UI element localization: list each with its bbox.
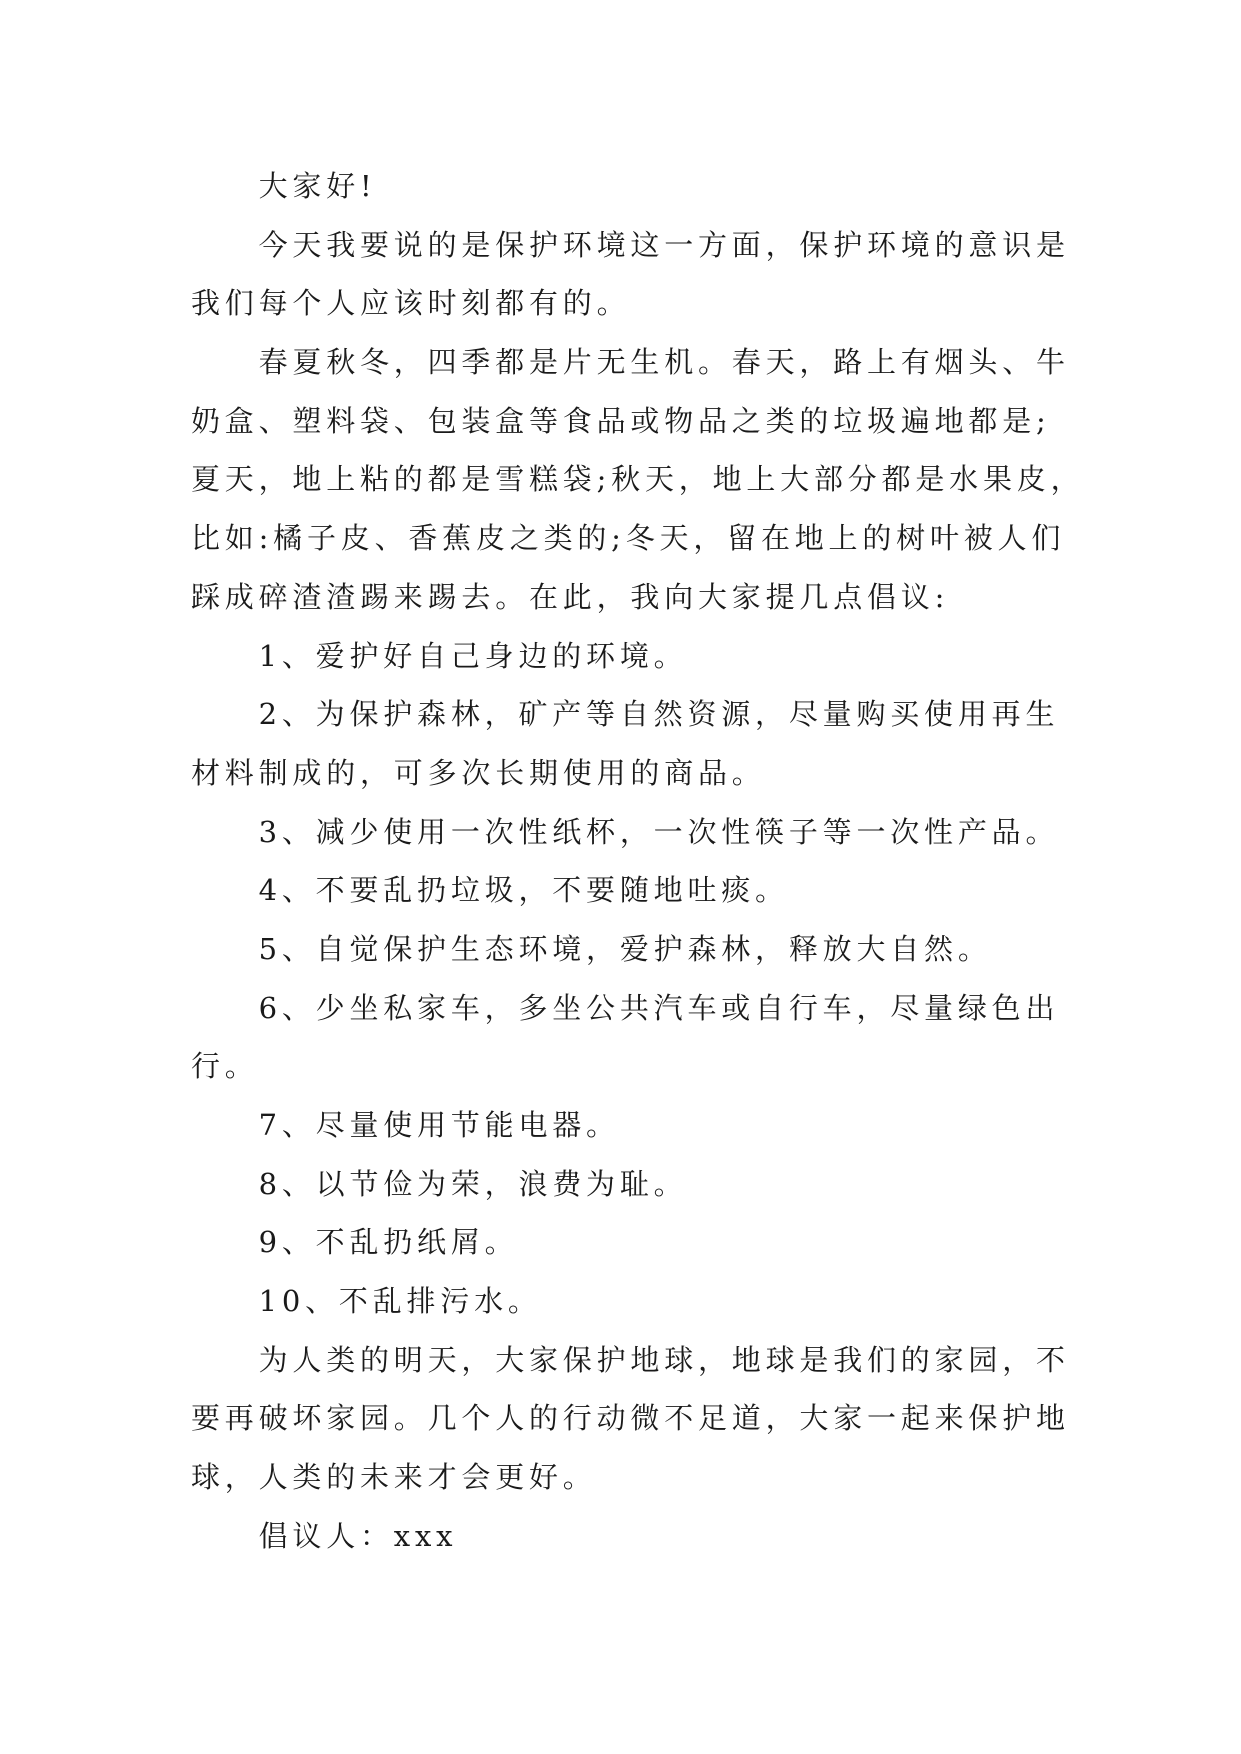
text-line: 9、不乱扔纸屑。 bbox=[258, 1225, 519, 1260]
text-line: 奶盒、塑料袋、包装盒等食品或物品之类的垃圾遍地都是; bbox=[191, 403, 1051, 438]
text-line: 7、尽量使用节能电器。 bbox=[258, 1108, 620, 1142]
text-line: 8、以节俭为荣，浪费为耻。 bbox=[258, 1166, 688, 1201]
text-line: 4、不要乱扔垃圾，不要随地吐痰。 bbox=[258, 873, 789, 908]
text-line: 春夏秋冬，四季都是片无生机。春天，路上有烟头、牛 bbox=[258, 345, 1070, 380]
proposal-item-7 bbox=[191, 1096, 1151, 1155]
proposal-item-3 bbox=[191, 803, 1151, 862]
text-line: 要再破坏家园。几个人的行动微不足道，大家一起来保护地 bbox=[191, 1401, 1070, 1436]
proposal-item-6 bbox=[191, 979, 1151, 1096]
paragraph-greeting bbox=[191, 157, 1151, 216]
text-line: 5、自觉保护生态环境，爱护森林，释放大自然。 bbox=[258, 931, 992, 966]
text-line: 踩成碎渣渣踢来踢去。在此，我向大家提几点倡议: bbox=[191, 579, 950, 614]
text-line: 1、爱护好自己身边的环境。 bbox=[258, 638, 688, 673]
proposal-item-5 bbox=[191, 920, 1151, 979]
text-line: 材料制成的，可多次长期使用的商品。 bbox=[191, 755, 766, 790]
text-line: 比如:橘子皮、香蕉皮之类的;冬天，留在地上的树叶被人们 bbox=[191, 521, 1066, 556]
text-line: 大家好! bbox=[258, 169, 377, 203]
proposal-item-8 bbox=[191, 1155, 1151, 1214]
signature-line bbox=[191, 1507, 1151, 1566]
text-line: 球，人类的未来才会更好。 bbox=[191, 1460, 597, 1495]
text-line: 6、少坐私家车，多坐公共汽车或自行车，尽量绿色出 bbox=[258, 990, 1060, 1025]
text-line: 2、为保护森林，矿产等自然资源，尽量购买使用再生 bbox=[258, 697, 1060, 732]
text-line: 10、不乱排污水。 bbox=[258, 1284, 542, 1319]
paragraph-intro bbox=[191, 216, 1151, 333]
proposal-item-1 bbox=[191, 627, 1151, 686]
proposal-item-4 bbox=[191, 861, 1151, 920]
paragraph-closing bbox=[191, 1331, 1151, 1507]
proposal-item-9 bbox=[191, 1213, 1151, 1272]
text-line: 今天我要说的是保护环境这一方面，保护环境的意识是 bbox=[258, 227, 1070, 262]
text-line: 倡议人：xxx bbox=[258, 1518, 458, 1553]
text-line: 夏天，地上粘的都是雪糕袋;秋天，地上大部分都是水果皮， bbox=[191, 462, 1085, 497]
text-line: 我们每个人应该时刻都有的。 bbox=[191, 286, 631, 321]
proposal-item-2 bbox=[191, 685, 1151, 802]
text-line: 3、减少使用一次性纸杯，一次性筷子等一次性产品。 bbox=[258, 814, 1060, 849]
document-body bbox=[191, 157, 1151, 1566]
paragraph-seasons bbox=[191, 333, 1151, 626]
text-line: 为人类的明天，大家保护地球，地球是我们的家园，不 bbox=[258, 1342, 1070, 1377]
proposal-item-10 bbox=[191, 1272, 1151, 1331]
text-line: 行。 bbox=[191, 1049, 259, 1084]
